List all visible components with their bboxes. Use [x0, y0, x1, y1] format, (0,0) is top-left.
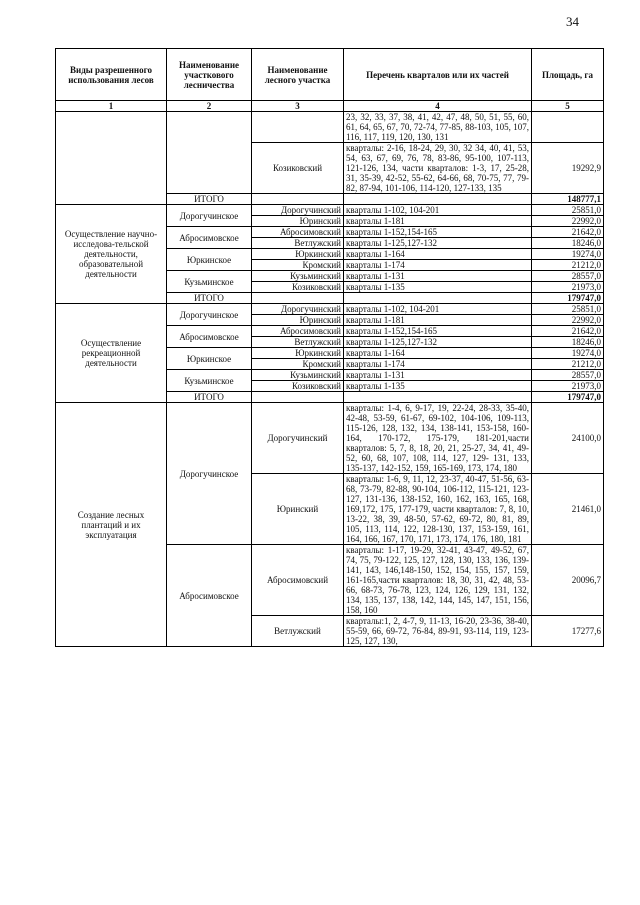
quarters-cell: кварталы: 2-16, 18-24, 29, 30, 32 34, 40, 41, 53, 54, 63, 67, 69, 76, 78, 83-86, 95-100, 107-113, 121-126, 134, части кварталов: 1-3, 17, 25-28, 31, 35-39, 42-52, 55-62, 64-66, 68, 70-75, 77, 79-82, 87-94, 101-106, 114-120, 127-133, 135 [344, 143, 532, 194]
empty-cell [252, 194, 344, 205]
quarters-cell: кварталы: 1-17, 19-29, 32-41, 43-47, 49-52, 67, 74, 75, 79-122, 125, 127, 128, 130, 133, 136, 139-141, 143, 146,148-150, 152, 154, 155, 157, 159, 161-165,части кварталов: 18, 30, 31, 42, 48, 53-66, 68-73, 76-78, 123, 124, 126, 129, 131, 132, 134, 135, 137, 138, 142, 144, 145, 147, 151, 156, 158, 160 [344, 545, 532, 616]
plot-cell: Козиковский [252, 143, 344, 194]
plot-cell: Кромский [252, 260, 344, 271]
area-cell: 18246,0 [532, 238, 604, 249]
forestry-cell: Юркинское [167, 249, 252, 271]
forestry-cell [167, 112, 252, 194]
total-area: 179747,0 [532, 293, 604, 304]
column-number: 2 [167, 101, 252, 112]
header-area: Площадь, га [532, 49, 604, 101]
use-type-cell: Осуществление рекреационной деятельности [56, 304, 167, 403]
forestry-cell: Кузьминское [167, 370, 252, 392]
column-number: 4 [344, 101, 532, 112]
empty-cell [344, 194, 532, 205]
area-cell: 21212,0 [532, 260, 604, 271]
header-quarters: Перечень кварталов или их частей [344, 49, 532, 101]
total-label: ИТОГО [167, 194, 252, 205]
area-cell: 19274,0 [532, 249, 604, 260]
area-cell: 20096,7 [532, 545, 604, 616]
header-forest-plot: Наименование лесного участка [252, 49, 344, 101]
area-cell: 19292,9 [532, 143, 604, 194]
quarters-cell: кварталы 1-135 [344, 381, 532, 392]
area-cell: 25851,0 [532, 304, 604, 315]
plot-cell: Юринский [252, 315, 344, 326]
quarters-cell: кварталы 1-174 [344, 359, 532, 370]
header-use-type: Виды разрешенного использования лесов [56, 49, 167, 101]
plot-cell: Дорогучинский [252, 205, 344, 216]
quarters-cell: кварталы 1-181 [344, 315, 532, 326]
plot-cell: Юркинский [252, 249, 344, 260]
area-cell: 22992,0 [532, 216, 604, 227]
area-cell: 28557,0 [532, 370, 604, 381]
quarters-cell: кварталы: 1-4, 6, 9-17, 19, 22-24, 28-33, 35-40, 42-48, 53-59, 61-67, 69-102, 104-106, 109-113, 115-126, 128, 132, 134, 138-141, 153-158, 160-164, 170-172, 175-179, 181-201,части кварталов: 5, 7, 8, 18, 20, 21, 25-27, 34, 41, 49-52, 60, 68, 107, 108, 114, 127, 129- 131, 133, 135-137, 142-152, 159, 165-169, 173, 174, 180 [344, 403, 532, 474]
use-type-cell: Осуществление научно-исследова-тельской деятельности, образовательной деятельности [56, 205, 167, 304]
page-number: 34 [566, 14, 579, 29]
quarters-cell: кварталы 1-102, 104-201 [344, 205, 532, 216]
plot-cell: Юринский [252, 474, 344, 545]
quarters-cell: кварталы 1-181 [344, 216, 532, 227]
header-numbers-row [56, 101, 604, 112]
column-number: 3 [252, 101, 344, 112]
area-cell: 21642,0 [532, 227, 604, 238]
plot-cell: Козиковский [252, 282, 344, 293]
forest-use-table [55, 48, 604, 647]
plot-cell: Дорогучинский [252, 403, 344, 474]
plot-cell: Юркинский [252, 348, 344, 359]
area-cell: 24100,0 [532, 403, 604, 474]
empty-cell [344, 392, 532, 403]
forestry-cell: Юркинское [167, 348, 252, 370]
empty-cell [252, 293, 344, 304]
column-number: 1 [56, 101, 167, 112]
use-type-cell [56, 112, 167, 205]
plot-cell: Абросимовский [252, 545, 344, 616]
plot-cell: Кромский [252, 359, 344, 370]
table-row [56, 205, 604, 216]
forestry-cell: Абросимовское [167, 326, 252, 348]
area-cell: 21642,0 [532, 326, 604, 337]
area-cell: 21212,0 [532, 359, 604, 370]
forestry-cell: Кузьминское [167, 271, 252, 293]
quarters-cell: кварталы 1-174 [344, 260, 532, 271]
column-number: 5 [532, 101, 604, 112]
quarters-cell: кварталы 1-125,127-132 [344, 337, 532, 348]
quarters-cell: кварталы:1, 2, 4-7, 9, 11-13, 16-20, 23-36, 38-40, 55-59, 66, 69-72, 76-84, 89-91, 93-114, 119, 123-125, 127, 130, [344, 616, 532, 647]
total-area: 179747,0 [532, 392, 604, 403]
plot-cell: Дорогучинский [252, 304, 344, 315]
quarters-cell: кварталы 1-102, 104-201 [344, 304, 532, 315]
plot-cell: Юринский [252, 216, 344, 227]
forestry-cell: Дорогучинское [167, 403, 252, 545]
area-cell: 21973,0 [532, 282, 604, 293]
area-cell [532, 112, 604, 143]
total-area: 148777,1 [532, 194, 604, 205]
table-row [56, 112, 604, 143]
forestry-cell: Абросимовское [167, 227, 252, 249]
plot-cell: Ветлужский [252, 337, 344, 348]
use-type-cell: Создание лесных плантаций и их эксплуатация [56, 403, 167, 647]
area-cell: 28557,0 [532, 271, 604, 282]
area-cell: 25851,0 [532, 205, 604, 216]
header-forestry: Наименование участкового лесничества [167, 49, 252, 101]
quarters-cell: кварталы 1-164 [344, 249, 532, 260]
total-label: ИТОГО [167, 293, 252, 304]
quarters-cell: кварталы 1-152,154-165 [344, 227, 532, 238]
quarters-cell: кварталы 1-135 [344, 282, 532, 293]
quarters-cell: кварталы 1-164 [344, 348, 532, 359]
quarters-cell: кварталы 1-125,127-132 [344, 238, 532, 249]
quarters-cell: кварталы 1-131 [344, 271, 532, 282]
quarters-cell: кварталы 1-131 [344, 370, 532, 381]
total-label: ИТОГО [167, 392, 252, 403]
plot-cell: Кузьминский [252, 271, 344, 282]
area-cell: 19274,0 [532, 348, 604, 359]
plot-cell: Козиковский [252, 381, 344, 392]
table-row [56, 304, 604, 315]
empty-cell [344, 293, 532, 304]
area-cell: 18246,0 [532, 337, 604, 348]
quarters-cell: кварталы: 1-6, 9, 11, 12, 23-37, 40-47, 51-56, 63-68, 73-79, 82-88, 90-104, 106-112, 115-121, 123-127, 131-136, 138-152, 160, 162, 163, 165, 168, 169,172, 175, 177-179, части кварталов: 7, 8, 10, 13-22, 38, 39, 48-50, 57-62, 69-72, 80, 81, 89, 105, 113, 114, 122, 128-130, 137, 153-159, 161, 164, 166, 167, 170, 171, 173, 174, 176, 180, 181 [344, 474, 532, 545]
quarters-cell: 23, 32, 33, 37, 38, 41, 42, 47, 48, 50, 51, 55, 60, 61, 64, 65, 67, 70, 72-74, 77-85, 88-103, 105, 107, 116, 117, 119, 120, 130, 131 [344, 112, 532, 143]
table-row [56, 403, 604, 474]
forestry-cell: Абросимовское [167, 545, 252, 647]
area-cell: 17277,6 [532, 616, 604, 647]
plot-cell: Ветлужский [252, 238, 344, 249]
area-cell: 21973,0 [532, 381, 604, 392]
area-cell: 22992,0 [532, 315, 604, 326]
empty-cell [252, 392, 344, 403]
forestry-cell: Дорогучинское [167, 304, 252, 326]
plot-cell [252, 112, 344, 143]
plot-cell: Абросимовский [252, 326, 344, 337]
area-cell: 21461,0 [532, 474, 604, 545]
plot-cell: Абросимовский [252, 227, 344, 238]
plot-cell: Кузьминский [252, 370, 344, 381]
plot-cell: Ветлужский [252, 616, 344, 647]
quarters-cell: кварталы 1-152,154-165 [344, 326, 532, 337]
forestry-cell: Дорогучинское [167, 205, 252, 227]
